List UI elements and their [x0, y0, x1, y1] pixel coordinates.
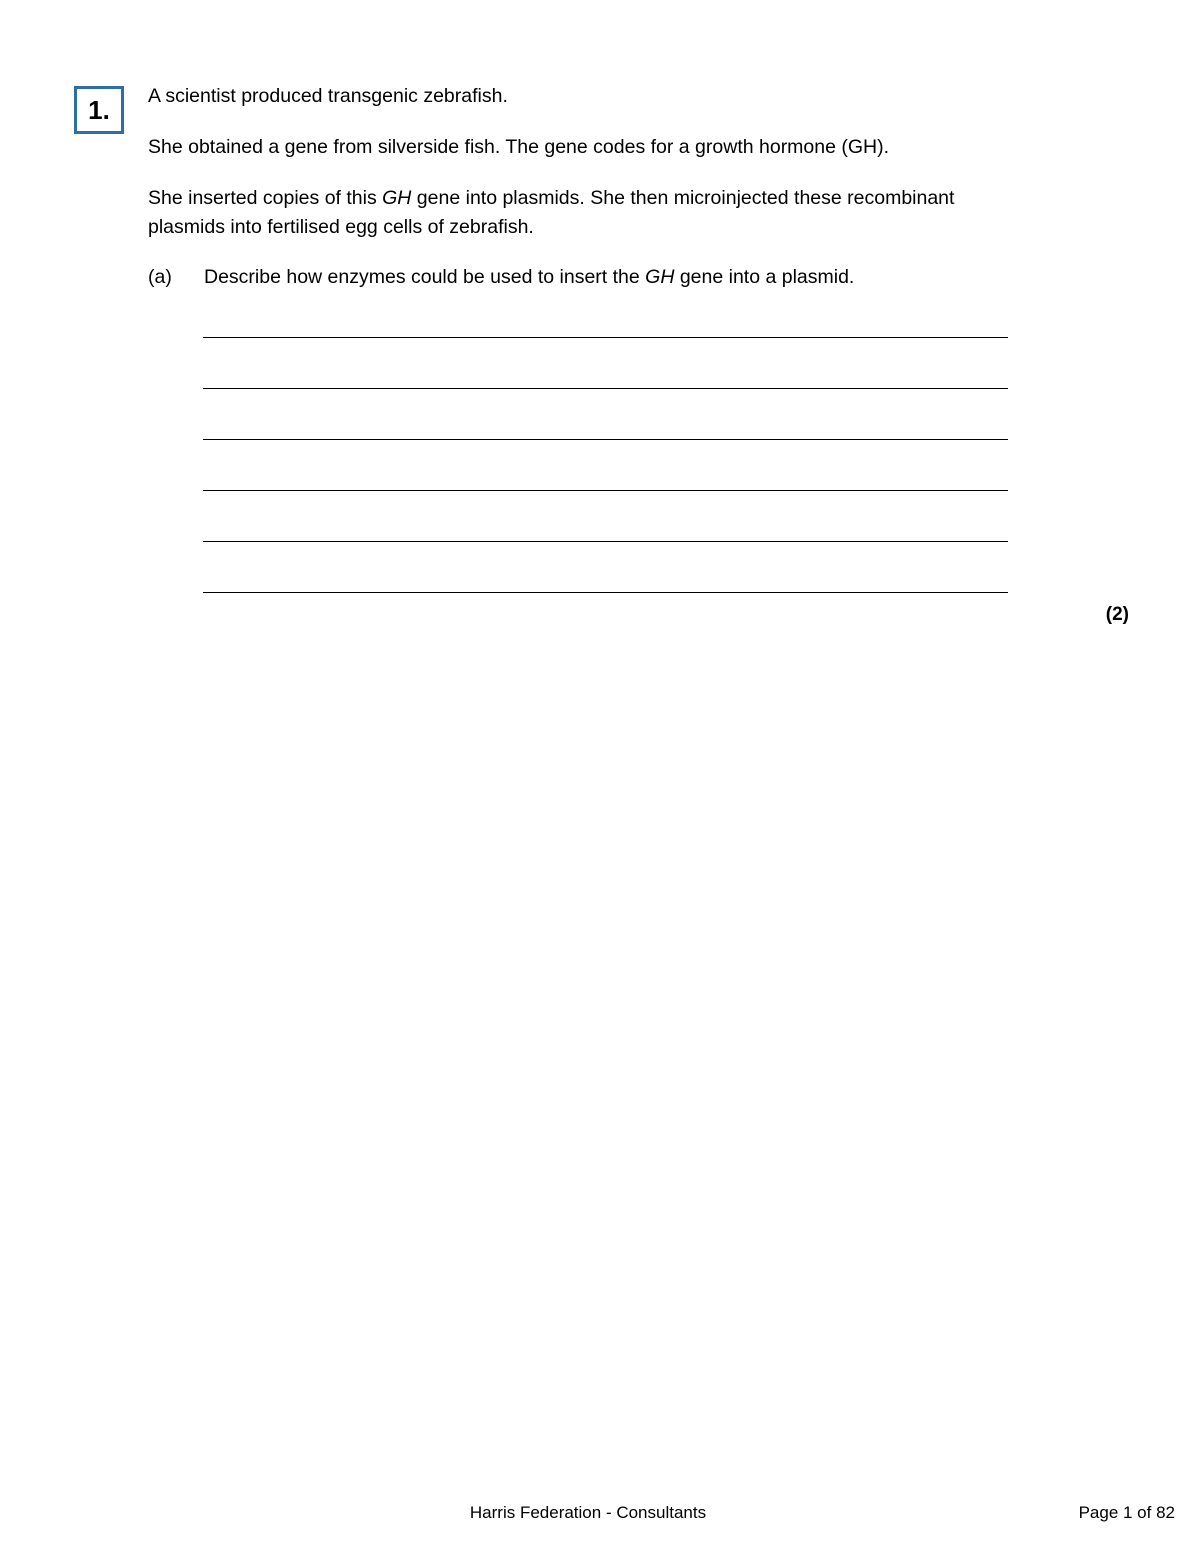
question-intro: A scientist produced transgenic zebrafish.	[148, 85, 508, 107]
answer-line[interactable]	[203, 337, 1008, 338]
part-a-gene-italic: GH	[645, 266, 675, 288]
part-a-label: (a)	[148, 266, 172, 288]
insertion-line-1	[148, 184, 954, 213]
question-number: 1.	[88, 94, 110, 125]
gene-name-italic: GH	[382, 187, 412, 209]
answer-line[interactable]	[203, 490, 1008, 491]
answer-line[interactable]	[203, 439, 1008, 440]
insertion-text-post: gene into plasmids. She then microinjected these recombinant	[411, 187, 955, 209]
question-insertion-paragraph	[148, 184, 954, 242]
answer-line[interactable]	[203, 388, 1008, 389]
part-a-text-pre: Describe how enzymes could be used to insert the	[204, 266, 646, 288]
answer-line[interactable]	[203, 592, 1008, 593]
marks-allocation: (2)	[1105, 604, 1129, 625]
footer-page-number: Page 1 of 82	[1078, 1503, 1175, 1522]
question-number-box	[74, 86, 124, 134]
part-a-text-post: gene into a plasmid.	[674, 266, 855, 288]
part-a-prompt	[204, 263, 854, 292]
question-gene-sentence: She obtained a gene from silverside fish. The gene codes for a growth hormone (GH).	[148, 136, 890, 158]
insertion-text-pre: She inserted copies of this	[148, 187, 383, 209]
insertion-line-2: plasmids into fertilised egg cells of zebrafish.	[148, 216, 534, 238]
footer-organisation: Harris Federation - Consultants	[469, 1503, 707, 1522]
answer-line[interactable]	[203, 541, 1008, 542]
